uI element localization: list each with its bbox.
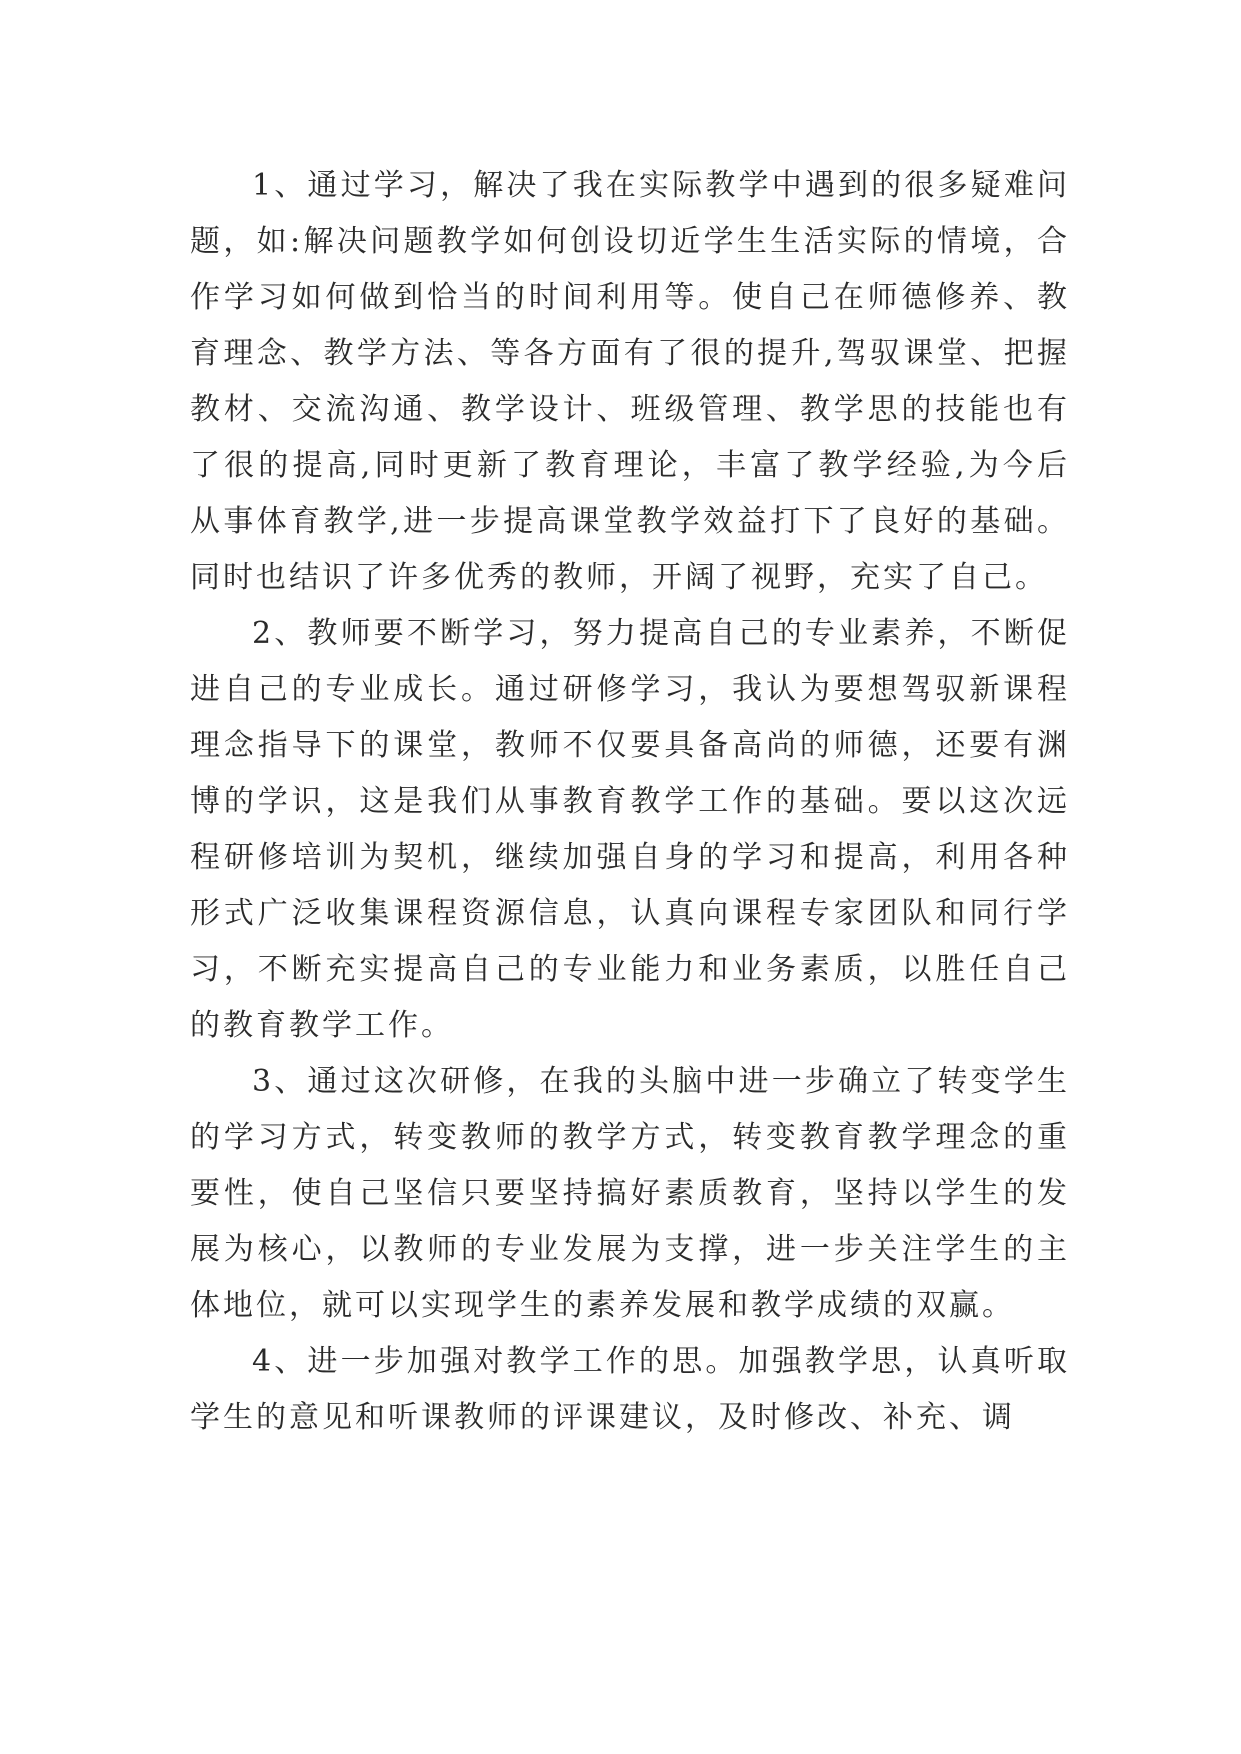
paragraph-2: 2、教师要不断学习，努力提高自己的专业素养，不断促进自己的专业成长。通过研修学习，我认为要想驾驭新课程理念指导下的课堂，教师不仅要具备高尚的师德，还要有渊博的学识，这是我们从事教育教学工作的基础。要以这次远程研修培训为契机，继续加强自身的学习和提高，利用各种形式广泛收集课程资源信息，认真向课程专家团队和同行学习，不断充实提高自己的专业能力和业务素质，以胜任自己的教育教学工作。 (190, 616, 1070, 1043)
paragraph-4: 4、进一步加强对教学工作的思。加强教学思，认真听取学生的意见和听课教师的评课建议，及时修改、补充、调 (190, 1344, 1070, 1435)
document-body (190, 158, 1070, 1446)
paragraph-1: 1、通过学习，解决了我在实际教学中遇到的很多疑难问题，如:解决问题教学如何创设切近学生生活实际的情境，合作学习如何做到恰当的时间利用等。使自己在师德修养、教育理念、教学方法、等各方面有了很的提升,驾驭课堂、把握教材、交流沟通、教学设计、班级管理、教学思的技能也有了很的提高,同时更新了教育理论，丰富了教学经验,为今后从事体育教学,进一步提高课堂教学效益打下了良好的基础。同时也结识了许多优秀的教师，开阔了视野，充实了自己。 (190, 168, 1070, 595)
paragraph-3: 3、通过这次研修，在我的头脑中进一步确立了转变学生的学习方式，转变教师的教学方式，转变教育教学理念的重要性，使自己坚信只要坚持搞好素质教育，坚持以学生的发展为核心，以教师的专业发展为支撑，进一步关注学生的主体地位，就可以实现学生的素养发展和教学成绩的双赢。 (190, 1064, 1070, 1323)
